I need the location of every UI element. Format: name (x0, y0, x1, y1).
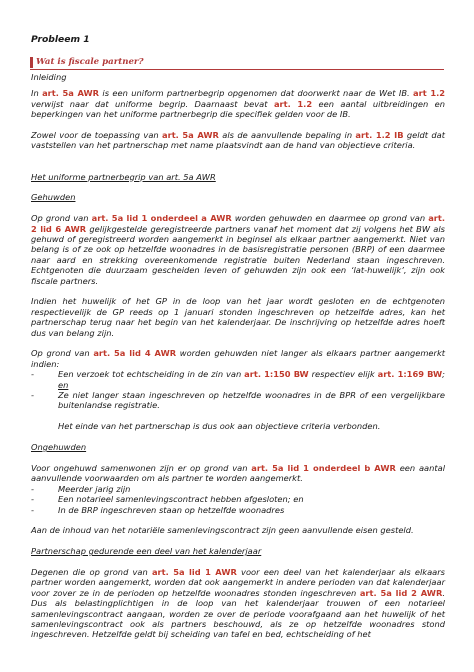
paragraph-einde-gehuwden: Op grond van art. 5a lid 4 AWR worden gehuwden niet langer als elkaars partner aangemerkt indien: (31, 348, 446, 369)
article-ref: art. 5a AWR (162, 130, 219, 141)
document-body (31, 72, 445, 640)
article-ref: art. 5a AWR (42, 88, 100, 99)
article-ref: art. 1.2 IB (355, 130, 404, 141)
heading-partnerschap-deel-jaar: Partnerschap gedurende een deel van het kalenderjaar (31, 546, 262, 557)
section-heading: Wat is fiscale partner? (36, 57, 144, 67)
article-ref: art 1.2 (413, 88, 446, 99)
paragraph-gehuwden: Op grond van art. 5a lid 1 onderdeel a AWR worden gehuwden en daarmee op grond van art. 2 lid 6 AWR gelijkgestelde geregistreerde partners vanaf het moment dat zij volgens het BW als gehuwd of geregistreerd worden aangemerkt in beginsel als elkaar partner aangemerkt. Niet van belang is of ze ook op hetzelfde woonadres in de basisregistratie personen (BRP) of een daarmee naar aard en strekking overeenkomende registratie buiten Nederland staan ingeschreven. Echtgenoten die duurzaam gescheiden leven of gehuwden zijn ook een ‘lat-huwelijk’, zijn ook fiscale partners. (31, 213, 445, 286)
paragraph-ongehuwden: Voor ongehuwd samenwonen zijn er op grond van art. 5a lid 1 onderdeel b AWR een aantal aanvullende voorwaarden om als partner te worden aangemerkt. (31, 462, 446, 484)
paragraph-intro: In art. 5a AWR is een uniform partnerbegrip opgenomen dat doorwerkt naar de Wet IB. art 1.2 verwijst naar dat uniforme begrip. Daarnaast bevat art. 1.2 een aantal uitbreidingen en beperkingen van het uniforme partnerbegrip die specifiek gelden voor de IB. (31, 88, 446, 120)
list-ongehuwden-voorwaarden (31, 484, 445, 515)
heading-gehuwden: Gehuwden (31, 192, 76, 203)
article-ref: art. 5a lid 1 onderdeel b AWR (251, 462, 396, 473)
article-ref: art. 5a lid 4 AWR (93, 348, 177, 359)
section-marker (30, 57, 33, 68)
paragraph-huwelijk-in-loop-jaar: Indien het huwelijk of het GP in de loop van het jaar wordt gesloten en de echtgenoten respectievelijk de GP reeds op 1 januari stonden ingeschreven op hetzelfde adres, kan het partnerschap terug naar het begin van het kalenderjaar. De inschrijving op hetzelfde adres hoeft dus van belang zijn. (31, 296, 445, 338)
paragraph-objective-criteria: Zowel voor de toepassing van art. 5a AWR als de aanvullende bepaling in art. 1.2 IB geldt dat vaststellen van het partnerschap met name plaatsvindt aan de hand van objectieve criteria. (31, 130, 445, 151)
subheading-inleiding: Inleiding (31, 72, 67, 82)
article-ref: art. 5a lid 1 AWR (151, 566, 237, 577)
paragraph-einde-objectief: Het einde van het partnerschap is dus ook aan objectieve criteria verbonden. (58, 421, 381, 432)
list-einde-voorwaarden (31, 369, 445, 411)
heading-ongehuwden: Ongehuwden (31, 442, 87, 453)
article-ref: art. 1.2 (273, 98, 313, 109)
article-ref: art. 2 lid 6 AWR (31, 213, 445, 234)
article-ref: art. 5a lid 1 onderdeel a AWR (91, 213, 232, 224)
article-ref: art. 5a lid 2 AWR (359, 587, 443, 598)
heading-uniform-partnerbegrip: Het uniforme partnerbegrip van art. 5a AWR (31, 171, 216, 182)
list-item: - Ze niet langer staan ingeschreven op hetzelfde woonadres in de BPR of een vergelijkbare buitenlandse registratie. (31, 390, 445, 411)
list-item: - Een notarieel samenlevingscontract hebben afgesloten; en (31, 494, 445, 504)
page-title: Probleem 1 (31, 34, 90, 45)
paragraph-deel-jaar: Degenen die op grond van art. 5a lid 1 AWR voor een deel van het kalenderjaar als elkaars partner worden aangemerkt, worden dat ook aangemerkt in andere perioden van dat kalenderjaar voor zover ze in de perioden op hetzelfde woonadres stonden ingeschreven art. 5a lid 2 AWR. Dus als belastingplichtigen in de loop van het kalenderjaar trouwen of een notarieel samenlevingscontract aangaan, worden ze over de periode voorafgaand aan het huwelijk of het samenlevingscontract ook als partners beschouwd, als ze op hetzelfde woonadres stond ingeschreven. Hetzelfde geldt bij scheiding van tafel en bed, echtscheiding of het (31, 566, 445, 640)
list-item: - Een verzoek tot echtscheiding in de zin van art. 1:150 BW respectiev elijk art. 1:169 BW; en (31, 369, 445, 390)
paragraph-samenlevingscontract: Aan de inhoud van het notariële samenlevingscontract zijn geen aanvullende eisen gesteld. (31, 525, 414, 536)
list-item: - In de BRP ingeschreven staan op hetzelfde woonadres (31, 505, 445, 515)
section-heading-bar (30, 57, 444, 70)
list-item: - Meerder jarig zijn (31, 484, 445, 494)
